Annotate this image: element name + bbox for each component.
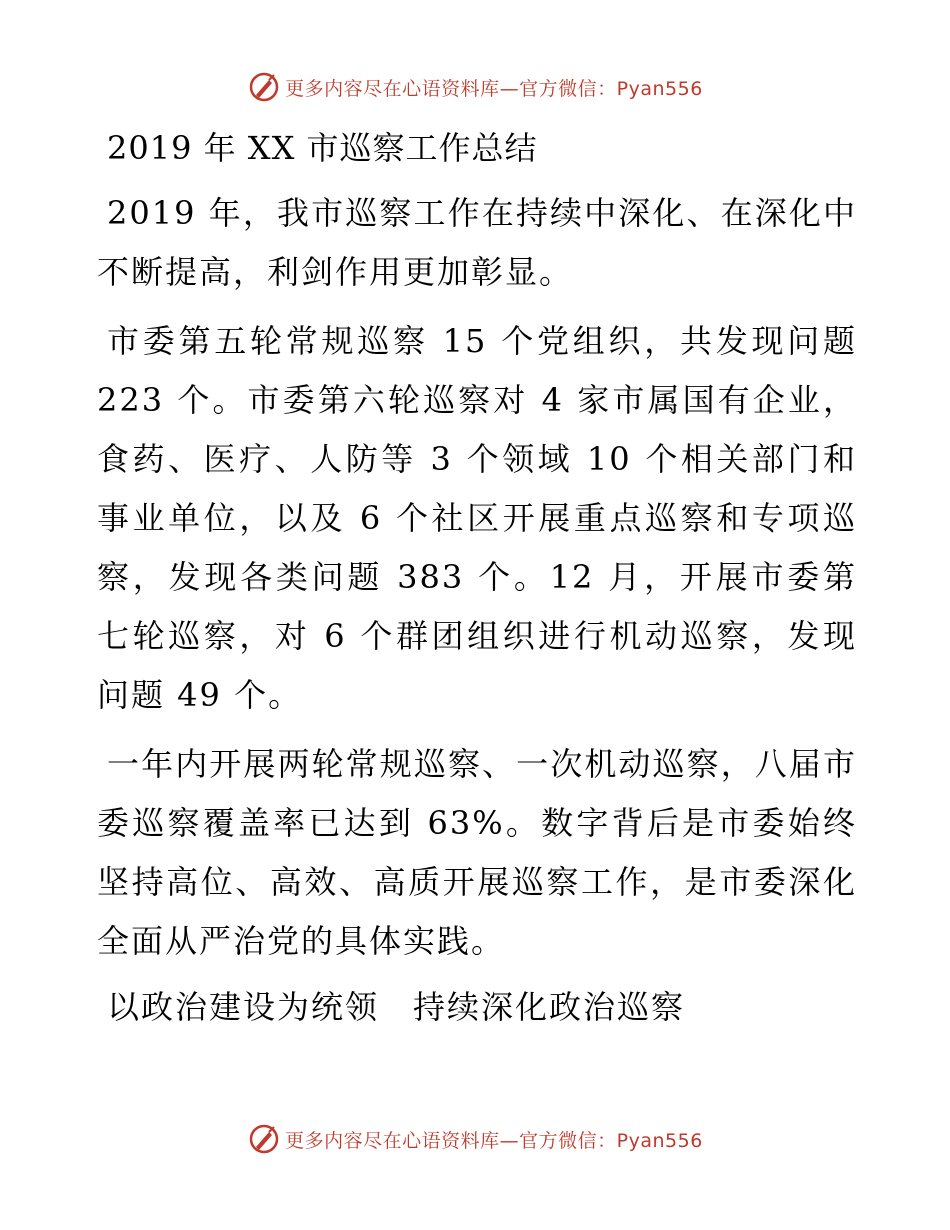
document-body: [97, 122, 857, 1033]
watermark-text: 更多内容尽在心语资料库—官方微信：Pyan556: [285, 77, 703, 100]
watermark-text: 更多内容尽在心语资料库—官方微信：Pyan556: [285, 1129, 703, 1152]
header-watermark: [0, 70, 950, 104]
paragraph-2: 市委第五轮常规巡察 15 个党组织，共发现问题 223 个。市委第六轮巡察对 4 家市属国有企业，食药、医疗、人防等 3 个领域 10 个相关部门和事业单位，以及 6 个社区开展重点巡察和专项巡察，发现各类问题 383 个。12 月，开展市委第七轮巡察，对 6 个群团组织进行机动巡察，发现问题 49 个。: [97, 322, 857, 714]
pen-logo-icon: [247, 1122, 281, 1156]
footer-watermark: [0, 1122, 950, 1156]
paragraph-3: 一年内开展两轮常规巡察、一次机动巡察，八届市委巡察覆盖率已达到 63%。数字背后是市委始终坚持高位、高效、高质开展巡察工作，是市委深化全面从严治党的具体实践。: [97, 745, 857, 960]
paragraph-1: 2019 年，我市巡察工作在持续中深化、在深化中不断提高，利剑作用更加彰显。: [97, 194, 857, 291]
pen-logo-icon: [247, 70, 281, 104]
section-subheading: 以政治建设为统领 持续深化政治巡察: [107, 988, 686, 1026]
document-title: 2019 年 XX 市巡察工作总结: [107, 129, 538, 167]
